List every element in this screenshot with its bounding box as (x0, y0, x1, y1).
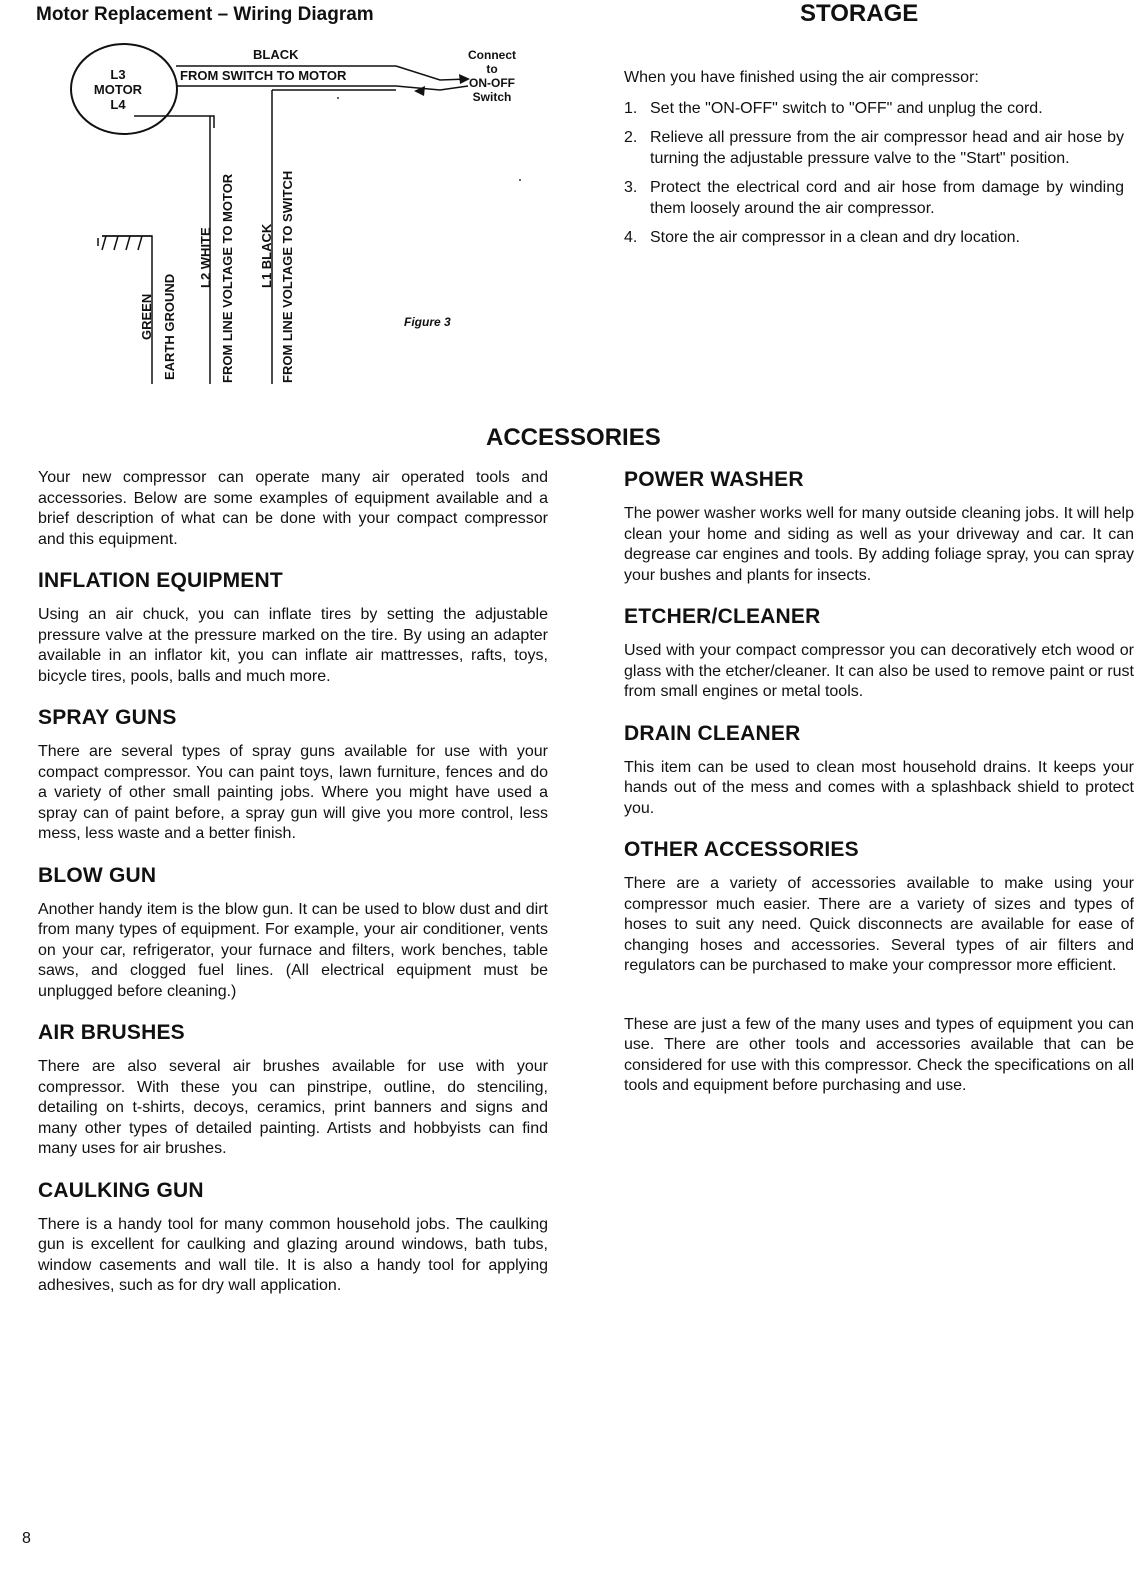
air-brushes-text: There are also several air brushes available for use with your compressor. With these you can pinstripe, outline, do stenciling, detailing on t-shirts, decoys, ceramics, print banners and signs and many other types of detailed painting. Artists and hobbyists can find many uses for air brushes. (38, 1058, 548, 1157)
black-wire-label: BLACK (253, 47, 299, 62)
storage-title: STORAGE (800, 0, 919, 27)
other-accessories-heading: OTHER ACCESSORIES (624, 838, 859, 861)
l1-black-label: L1 BLACK (259, 223, 274, 288)
connect-to-label: to (486, 62, 498, 76)
air-brushes-heading: AIR BRUSHES (38, 1021, 185, 1044)
accessories-title: ACCESSORIES (486, 424, 661, 451)
list-item: 1. Set the "ON-OFF" switch to "OFF" and unplug the cord. (624, 99, 1043, 117)
blow-gun-text: Another handy item is the blow gun. It can be used to blow dust and dirt from many types of equipment. For example, your air conditioner, vents on your car, refrigerator, your furnace and filters, work benches, table saws, and clogged fuel lines. (All electrical equipment must be unplugged before cleaning.) (38, 900, 548, 1000)
page-number: 8 (22, 1530, 31, 1547)
spray-guns-heading: SPRAY GUNS (38, 706, 177, 729)
list-item: 2. Relieve all pressure from the air compressor head and air hose by turning the adjustable pressure valve to the "Start" position. (624, 129, 1124, 167)
accessories-right-column (624, 468, 1134, 1097)
spray-guns-text: There are several types of spray guns available for use with your compact compressor. You can paint toys, lawn furniture, fences and do a variety of other small painting jobs. Where you might have used a spray can of paint before, a spray gun will give you more control, less mess, less waste and a better finish. (38, 743, 548, 842)
wiring-diagram (0, 0, 560, 400)
switch-to-motor-label: FROM SWITCH TO MOTOR (180, 68, 347, 83)
other-accessories-text: There are a variety of accessories available to make using your compressor much easier. There are a variety of sizes and types of hoses to suit any need. Quick disconnects are available for ease of changing hoses and accessories. Several types of air filters and regulators can be purchased to make your compressor more efficient. (624, 875, 1134, 974)
ground-symbol-icon (98, 236, 152, 250)
drain-cleaner-heading: DRAIN CLEANER (624, 721, 801, 745)
storage-intro: When you have finished using the air compressor: (624, 69, 979, 86)
l2-white-label: L2 WHITE (198, 227, 213, 288)
closing-text: These are just a few of the many uses and types of equipment you can use. There are other tools and accessories available that can be considered for use with this compressor. Check the specifications on all tools and equipment before purchasing and use. (624, 1015, 1134, 1094)
caulking-gun-heading: CAULKING GUN (38, 1178, 204, 1202)
blow-gun-heading: BLOW GUN (38, 863, 157, 887)
wiring-diagram-title: Motor Replacement – Wiring Diagram (36, 4, 374, 25)
inflation-text: Using an air chuck, you can inflate tires by setting the adjustable pressure valve at the pressure marked on the tire. By using an adapter available in an inflator kit, you can inflate air mattresses, rafts, toys, bicycle tires, pools, balls and much more. (38, 606, 548, 685)
motor-l3-label: L3 (110, 67, 126, 82)
caulking-gun-text: There is a handy tool for many common household jobs. The caulking gun is excellent for caulking and glazing around windows, bath tubs, window casements and wall tile. It is also a handy tool for applying adhesives, such as for dry wall application. (38, 1215, 548, 1294)
motor-label: MOTOR (93, 82, 143, 97)
earth-ground-label: EARTH GROUND (162, 273, 177, 380)
drain-cleaner-text: This item can be used to clean most household drains. It keeps your hands out of the mess and comes with a splashback shield to protect you. (624, 758, 1134, 817)
figure-caption: Figure 3 (404, 315, 451, 329)
list-item: 4. Store the air compressor in a clean and dry location. (624, 229, 1020, 246)
storage-section (624, 68, 1124, 258)
accessories-left-column (38, 468, 548, 1297)
accessories-intro: Your new compressor can operate many air operated tools and accessories. Below are some examples of equipment available and a brief description of what can be done with your compact compressor and this equipment. (38, 469, 548, 548)
connect-onoff-label: ON-OFF (469, 76, 515, 90)
connect-switch-label: Switch (472, 90, 512, 104)
list-item: 3. Protect the electrical cord and air hose from damage by winding them loosely around the air compressor. (624, 179, 1124, 217)
etcher-cleaner-text: Used with your compact compressor you can decoratively etch wood or glass with the etcher/cleaner. It can also be used to remove paint or rust from small engines or metal tools. (624, 642, 1134, 700)
l2-from-label: FROM LINE VOLTAGE TO MOTOR (220, 173, 235, 383)
connect-label: Connect (468, 48, 516, 62)
power-washer-heading: POWER WASHER (624, 468, 804, 491)
green-wire-label: GREEN (139, 293, 154, 340)
motor-l4-label: L4 (110, 97, 126, 112)
storage-steps (624, 99, 1124, 249)
power-washer-text: The power washer works well for many outside cleaning jobs. It will help clean your home and siding as well as your driveway and car. It can degrease car engines and tools. By adding foliage spray, you can spray your bushes and plants for insects. (624, 505, 1134, 584)
inflation-heading: INFLATION EQUIPMENT (38, 569, 283, 592)
etcher-cleaner-heading: ETCHER/CLEANER (624, 605, 821, 628)
l1-from-label: FROM LINE VOLTAGE TO SWITCH (280, 170, 295, 383)
